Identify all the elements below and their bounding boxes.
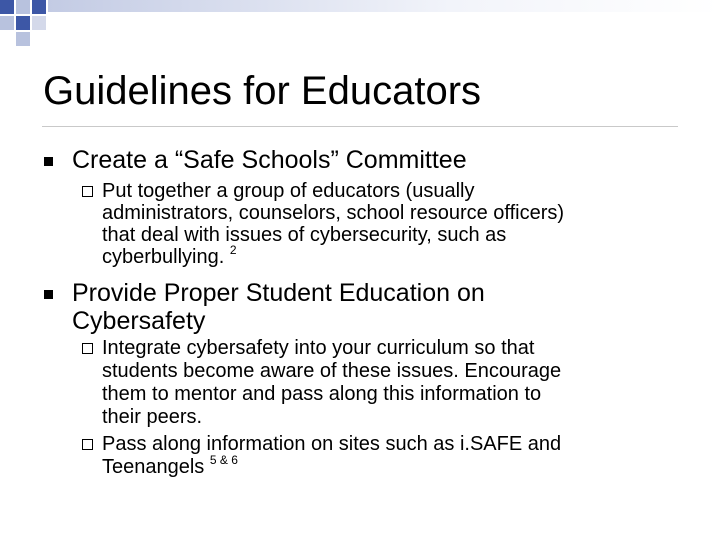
sub-bullet-line: that deal with issues of cybersecurity, such as xyxy=(102,224,507,246)
sub-bullet-line xyxy=(102,243,237,268)
checkbox-bullet-icon xyxy=(82,186,93,197)
sub-bullet-line: them to mentor and pass along this information to xyxy=(102,383,542,405)
square-bullet-icon xyxy=(44,290,53,299)
footnote-reference: 5 & 6 xyxy=(209,453,238,467)
sub-bullet-line: Integrate cybersafety into your curriculum so that xyxy=(102,337,535,359)
footnote-reference: 2 xyxy=(229,243,237,257)
sub-bullet-line xyxy=(102,453,238,478)
checkbox-bullet-icon xyxy=(82,343,93,354)
sub-bullet-line-text: cyberbullying. xyxy=(102,246,225,268)
sub-bullet-line: students become aware of these issues. Encourage xyxy=(102,360,562,382)
square-bullet-icon xyxy=(44,157,53,166)
bullet-text: Provide Proper Student Education on xyxy=(72,279,485,307)
sub-bullet-line: Put together a group of educators (usually xyxy=(102,180,475,202)
checkbox-bullet-icon xyxy=(82,439,93,450)
slide-title: Guidelines for Educators xyxy=(43,69,482,113)
sub-bullet-line: Pass along information on sites such as i.SAFE and xyxy=(102,433,562,455)
bullet-text: Create a “Safe Schools” Committee xyxy=(72,146,467,174)
sub-bullet-line: their peers. xyxy=(102,406,203,428)
bullet-text: Cybersafety xyxy=(72,307,206,335)
sub-bullet-line-text: Teenangels xyxy=(102,456,205,478)
sub-bullet-line: administrators, counselors, school resource officers) xyxy=(102,202,565,224)
